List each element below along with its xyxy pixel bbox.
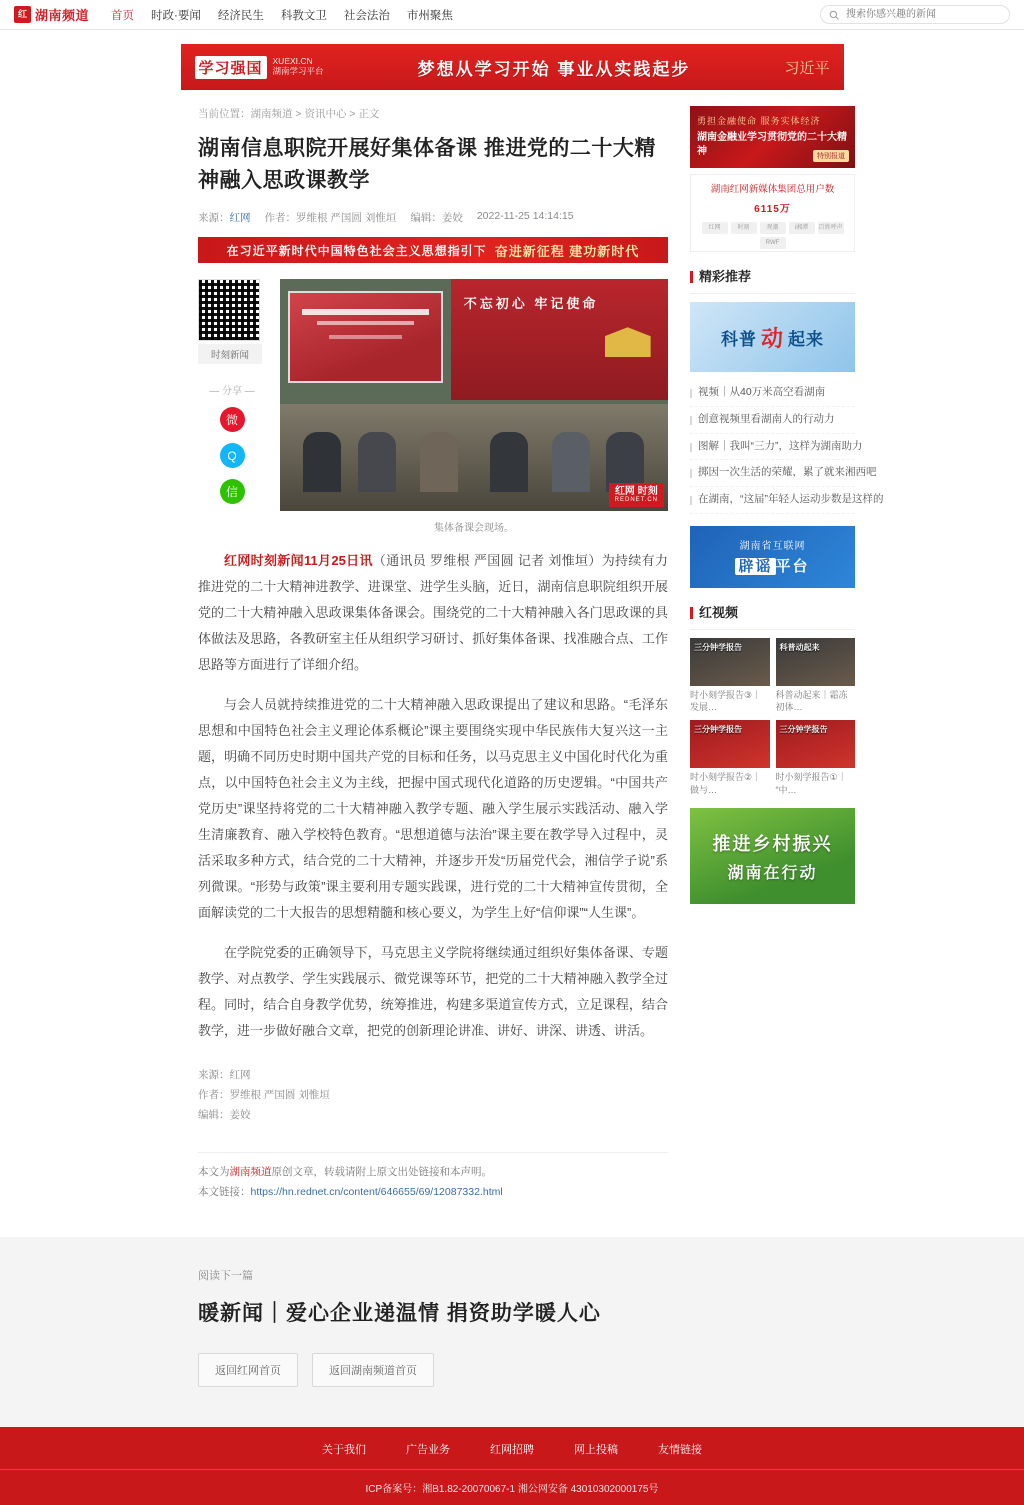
copyright-block	[198, 1152, 668, 1203]
breadcrumb-item-1[interactable]: 资讯中心	[304, 108, 347, 120]
main-nav	[111, 7, 453, 23]
search-icon	[829, 10, 839, 20]
qq-share-button[interactable]	[220, 443, 245, 468]
list-item[interactable]: 创意视频里看湖南人的行动力	[690, 407, 855, 434]
nav-item-education[interactable]: 科教文卫	[280, 9, 327, 22]
photo-person	[358, 432, 396, 492]
ad-user-count-unit: 万	[779, 204, 791, 215]
article-paragraph	[198, 548, 668, 678]
photo-person	[490, 432, 528, 492]
sidebar-recommend-title: 精彩推荐	[690, 252, 855, 294]
breadcrumb-prefix: 当前位置：	[198, 108, 251, 120]
breadcrumb-sep-0: >	[292, 108, 305, 120]
video-cell[interactable]	[690, 638, 770, 714]
article-paragraph: 与会人员就持续推进党的二十大精神融入思政课提出了建议和思路。“毛泽东思想和中国特色社会主义理论体系概论”课主要围绕实现中华民族伟大复兴这一主题，明确不同历史时期中国共产党的目标和任务，以马克思主义中国化时代化为重点，以中国特色社会主义为主线，把握中国式现代化道路的历史逻辑。“中国共产党历史”课坚持将党的二十大精神融入教学专题、融入学生展示实践活动、融入学生清廉教育、融入学校特色教育。“思想道德与法治”课主要在教学导入过程中，灵活采取多种方式，结合党的二十大精神，并逐步开发“历届党代会，湘信学子说”系列微课。“形势与政策”课主要利用专题实践课，进行党的二十大精神宣传贯彻，全面解读党的二十大报告的思想精髓和核心要义，为学生上好“信仰课”“人生课”。	[198, 697, 668, 920]
permalink-label: 本文链接：	[198, 1185, 251, 1198]
nav-item-society[interactable]: 社会法治	[343, 9, 390, 22]
video-caption: 时小刻学报告③｜发展…	[690, 689, 762, 713]
paragraph-lead: 红网时刻新闻11月25日讯	[224, 553, 373, 568]
partner-logo: 观潮	[760, 222, 786, 234]
article-figure	[280, 279, 668, 538]
photo-wall-text: 不忘初心 牢记使命	[463, 296, 599, 312]
next-read-buttons	[198, 1353, 898, 1387]
logo-mark-icon: 红	[14, 6, 31, 23]
breadcrumb-sep-1: >	[346, 108, 359, 120]
ad-user-count-title: 湖南红网新媒体集团总用户数	[710, 184, 835, 195]
list-item[interactable]: 图解｜我叫“三力”，这样为湖南助力	[690, 434, 855, 461]
meta-editor-value: 姜姣	[441, 212, 463, 224]
article-body-top	[198, 279, 668, 538]
photo-screen-line3	[329, 335, 402, 339]
video-caption: 时小刻学报告②｜做与…	[690, 771, 762, 795]
search-input[interactable]	[844, 8, 1001, 21]
photo-person	[420, 432, 458, 492]
permalink-row	[198, 1183, 668, 1203]
copyright-site-link[interactable]: 湖南频道	[229, 1165, 272, 1178]
nav-item-home[interactable]: 首页	[111, 9, 135, 22]
promo-xiangcun-line1: 推进乡村振兴	[712, 833, 833, 854]
xuexi-brand-sub-line1: XUEXI.CN	[272, 56, 313, 67]
video-thumbnail[interactable]	[776, 638, 856, 686]
article-column	[198, 106, 668, 1203]
partner-logo: 百姓呼声	[818, 222, 844, 234]
back-to-rednet-home-button[interactable]: 返回红网首页	[198, 1353, 298, 1387]
nav-item-economy[interactable]: 经济民生	[217, 9, 264, 22]
footer-link-submit[interactable]: 网上投稿	[574, 1443, 618, 1456]
top-navigation-bar	[0, 0, 1024, 30]
xuexi-brand-main: 学习强国	[195, 56, 267, 79]
topic-strip-part2: 奋进新征程 建功新时代	[494, 243, 640, 259]
share-buttons	[198, 407, 266, 504]
photo-screen-line2	[317, 321, 414, 325]
partner-logo: i湘潭	[789, 222, 815, 234]
qr-code-caption: 时刻新闻	[198, 344, 262, 364]
promo-xiangcun-banner[interactable]	[690, 808, 855, 904]
promo-kepu-word3: 起来	[788, 329, 824, 349]
photo-emblem-icon	[605, 327, 651, 357]
photo-person	[303, 432, 341, 492]
topic-strip-part1: 在习近平新时代中国特色社会主义思想指引下	[226, 243, 487, 258]
topic-strip-banner[interactable]	[198, 237, 668, 263]
list-item[interactable]: 掷因一次生活的荣耀，累了就来湘西吧	[690, 460, 855, 487]
article-photo	[280, 279, 668, 511]
footer-link-jobs[interactable]: 红网招聘	[490, 1443, 534, 1456]
photo-watermark-main: 红网 时刻	[614, 486, 658, 498]
article-signoff	[198, 1066, 668, 1126]
figure-caption: 集体备课会现场。	[434, 523, 514, 534]
site-logo[interactable]	[14, 5, 89, 24]
photo-person	[552, 432, 590, 492]
footer-link-about[interactable]: 关于我们	[322, 1443, 366, 1456]
video-thumbnail[interactable]	[690, 638, 770, 686]
paragraph-text: （通讯员 罗维根 严国圆 记者 刘惟垣）为持续有力推进党的二十大精神进教学、进课堂、进学生头脑，近日，湖南信息职院组织开展党的二十大精神融入思政课集体备课会。围绕党的二十大精神融入各门思政课的具体做法及思路，各教研室主任从组织学习研讨、抓好集体备课、找准融合点、工作思路等方面进行了详细介绍。	[198, 553, 669, 672]
promo-kepu-banner[interactable]	[690, 302, 855, 372]
article-text	[198, 538, 668, 1044]
sidebar	[690, 106, 884, 1203]
wechat-icon: 信	[225, 485, 238, 499]
signoff-source: 来源：红网	[198, 1069, 251, 1081]
xuexi-brand	[195, 56, 324, 79]
breadcrumb	[198, 106, 668, 121]
ad-user-count-logos	[697, 222, 848, 249]
banner-seal: 习近平	[784, 58, 830, 77]
video-thumb-tag: 三分钟学报告	[779, 724, 828, 734]
partner-logo: 时刻	[731, 222, 757, 234]
footer-links	[0, 1441, 1024, 1469]
ad-finance-line2: 湖南金融业学习贯彻党的二十大精神	[697, 132, 847, 157]
weibo-share-button[interactable]	[220, 407, 245, 432]
meta-source	[198, 210, 251, 225]
article-paragraph: 在学院党委的正确领导下，马克思主义学院将继续通过组织好集体备课、专题教学、对点教学、学生实践展示、微党课等环节，把党的二十大精神融入教学全过程。同时，结合自身教学优势，统筹推进，构建多渠道宣传方式，立足课程，结合教学，进一步做好融合文章，把党的创新理论讲准、讲好、讲深、讲透、讲活。	[198, 945, 668, 1038]
photo-screen-line1	[302, 309, 429, 315]
photo-wall	[451, 279, 668, 400]
ad-user-count-number	[697, 195, 848, 218]
next-read-label: 阅读下一篇	[198, 1269, 253, 1282]
video-thumb-tag: 科普动起来	[779, 642, 820, 652]
meta-author-label: 作者：	[264, 212, 296, 224]
search-box[interactable]	[820, 5, 1010, 24]
weibo-icon: 微	[225, 413, 238, 427]
share-label: — 分享 —	[209, 386, 255, 397]
meta-author-value: 罗维根 严国圆 刘惟垣	[296, 212, 397, 224]
recommend-list	[690, 380, 884, 514]
partner-logo: 红网	[702, 222, 728, 234]
wechat-share-button[interactable]	[220, 479, 245, 504]
photo-projector-screen	[288, 291, 443, 384]
next-read-section	[0, 1237, 1024, 1427]
site-logo-text: 湖南频道	[35, 8, 90, 23]
xuexi-qiangguo-banner[interactable]	[181, 44, 844, 90]
meta-editor-label: 编辑：	[410, 212, 442, 224]
promo-pingyao-line2	[735, 555, 809, 576]
banner-slogan: 梦想从学习开始 事业从实践起步	[417, 59, 691, 79]
promo-kepu-word1: 科普	[720, 329, 757, 349]
page-title: 湖南信息职院开展好集体备课 推进党的二十大精神融入思政课教学	[198, 137, 656, 192]
video-cell[interactable]	[690, 720, 770, 796]
video-grid	[690, 638, 855, 796]
qr-code-image	[198, 279, 260, 341]
site-footer	[0, 1427, 1024, 1505]
permalink-url[interactable]: https://hn.rednet.cn/content/646655/69/12087332.html	[250, 1185, 503, 1198]
ad-user-count-value: 6115	[754, 204, 780, 215]
meta-author	[265, 210, 397, 225]
ad-finance-banner[interactable]	[690, 106, 855, 168]
share-column	[198, 279, 266, 538]
promo-pingyao-banner[interactable]	[690, 526, 855, 588]
ad-finance-line1: 勇担金融使命 服务实体经济	[697, 116, 821, 126]
footer-link-friends[interactable]: 友情链接	[658, 1443, 702, 1456]
promo-pingyao-suffix: 平台	[775, 558, 810, 576]
breadcrumb-item-2: 正文	[358, 108, 380, 120]
video-thumb-tag: 三分钟学报告	[694, 724, 742, 734]
video-cell[interactable]	[776, 720, 856, 796]
sidebar-video-title: 红视频	[690, 588, 855, 630]
video-cell[interactable]	[776, 638, 856, 714]
next-read-title[interactable]: 暖新闻｜爱心企业递温情 捐资助学暖人心	[198, 1301, 601, 1325]
nav-item-cities[interactable]: 市州聚焦	[406, 9, 453, 22]
copyright-suffix: 原创文章，转载请附上原文出处链接和本声明。	[271, 1165, 492, 1178]
ad-user-count[interactable]	[690, 174, 855, 252]
meta-datetime: 2022-11-25 14:14:15	[476, 210, 574, 222]
content-container	[198, 90, 898, 1203]
list-item[interactable]: 视频｜从40万米高空看湖南	[690, 380, 855, 407]
banner-area	[0, 30, 1024, 90]
copyright-prefix: 本文为	[198, 1165, 230, 1178]
video-thumbnail[interactable]	[776, 720, 856, 768]
nav-item-politics[interactable]: 时政·要闻	[151, 9, 201, 22]
back-to-hunan-home-button[interactable]: 返回湖南频道首页	[312, 1353, 434, 1387]
footer-icp: ICP备案号：湘B1.82-20070067-1 湘公网安备 43010302000175号	[0, 1469, 1024, 1495]
meta-source-value: 红网	[229, 212, 251, 224]
video-thumbnail[interactable]	[690, 720, 770, 768]
partner-logo: RWF	[760, 237, 786, 249]
meta-source-label: 来源：	[198, 212, 230, 224]
next-read-inner	[198, 1267, 898, 1387]
promo-pingyao-line1: 湖南省互联网	[739, 541, 806, 553]
ad-finance-tag: 特别报道	[813, 150, 849, 162]
qq-icon: Q	[227, 448, 237, 463]
meta-editor	[410, 210, 463, 225]
breadcrumb-item-0[interactable]: 湖南频道	[250, 108, 293, 120]
video-thumb-tag: 三分钟学报告	[694, 642, 742, 652]
promo-xiangcun-line2: 湖南在行动	[727, 864, 818, 882]
video-caption: 科普动起来｜霜冻初体…	[775, 689, 848, 713]
video-caption: 时小刻学报告①｜“中…	[775, 771, 847, 795]
promo-kepu-word2: 动	[760, 325, 784, 351]
list-item[interactable]: 在湖南，“这届”年轻人运动步数是这样的	[690, 487, 855, 514]
article-meta	[198, 210, 668, 237]
footer-link-ads[interactable]: 广告业务	[406, 1443, 450, 1456]
copyright-statement	[198, 1163, 668, 1183]
signoff-editor: 编辑：姜姣	[198, 1108, 251, 1121]
xuexi-brand-sub	[273, 57, 324, 77]
xuexi-brand-sub-line2: 湖南学习平台	[272, 66, 324, 76]
photo-watermark-sub: REDNET.CN	[614, 497, 658, 504]
promo-pingyao-highlight: 辟谣	[735, 558, 775, 575]
signoff-author: 作者：罗维根 严国圆 刘惟垣	[198, 1088, 330, 1101]
photo-watermark	[609, 483, 664, 507]
